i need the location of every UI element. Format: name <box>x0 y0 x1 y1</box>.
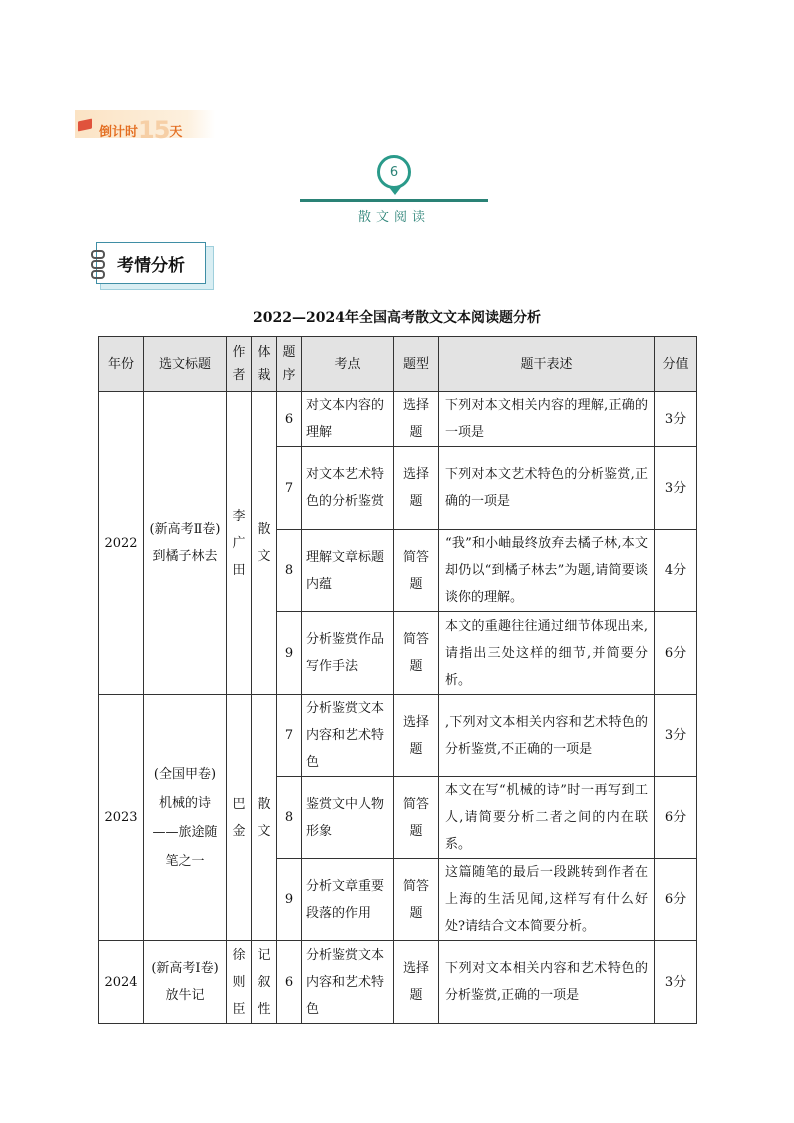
description-cell: 这篇随笔的最后一段跳转到作者在上海的生活见闻,这样写有什么好处?请结合文本简要分析。 <box>439 859 655 941</box>
point-cell: 对文本艺术特色的分析鉴赏 <box>302 447 394 530</box>
title-cell: (全国甲卷)机械的诗——旅途随笔之一 <box>144 695 227 941</box>
description-cell: ,下列对文本相关内容和艺术特色的分析鉴赏,不正确的一项是 <box>439 695 655 777</box>
author-cell: 徐则臣 <box>227 941 252 1024</box>
type-cell: 选择题 <box>394 695 439 777</box>
score-cell: 3分 <box>655 392 697 447</box>
header-author: 作者 <box>227 337 252 392</box>
genre-cell: 记叙性 <box>252 941 277 1024</box>
section-title: 散文阅读 <box>357 210 430 225</box>
point-cell: 对文本内容的理解 <box>302 392 394 447</box>
analysis-heading <box>96 242 206 284</box>
table-row <box>99 695 697 777</box>
binder-ring-icon <box>91 260 105 269</box>
binder-ring-icon <box>91 270 105 279</box>
author-cell: 李广田 <box>227 392 252 695</box>
type-cell: 选择题 <box>394 447 439 530</box>
header-genre: 体裁 <box>252 337 277 392</box>
score-cell: 4分 <box>655 530 697 612</box>
countdown-number: 15 <box>138 116 170 144</box>
type-cell: 简答题 <box>394 530 439 612</box>
binder-ring-icon <box>91 250 105 259</box>
type-cell: 选择题 <box>394 941 439 1024</box>
point-cell: 分析鉴赏文本内容和艺术特色 <box>302 941 394 1024</box>
description-cell: 下列对文本相关内容和艺术特色的分析鉴赏,正确的一项是 <box>439 941 655 1024</box>
point-cell: 鉴赏文中人物形象 <box>302 777 394 859</box>
header-description: 题干表述 <box>439 337 655 392</box>
score-cell: 3分 <box>655 695 697 777</box>
genre-cell: 散文 <box>252 392 277 695</box>
type-cell: 选择题 <box>394 392 439 447</box>
table-header-row <box>99 337 697 392</box>
section-number: 6 <box>389 164 399 180</box>
header-point: 考点 <box>302 337 394 392</box>
score-cell: 6分 <box>655 777 697 859</box>
header-year: 年份 <box>99 337 144 392</box>
number-cell: 9 <box>277 612 302 695</box>
table-row <box>99 941 697 1024</box>
genre-cell: 散文 <box>252 695 277 941</box>
description-cell: “我”和小岫最终放弃去橘子林,本文却仍以“到橘子林去”为题,请简要谈谈你的理解。 <box>439 530 655 612</box>
table-row <box>99 392 697 447</box>
description-cell: 本文在写“机械的诗”时一再写到工人,请简要分析二者之间的内在联系。 <box>439 777 655 859</box>
point-cell: 分析文章重要段落的作用 <box>302 859 394 941</box>
number-cell: 9 <box>277 859 302 941</box>
number-cell: 8 <box>277 777 302 859</box>
countdown-banner <box>75 110 215 144</box>
number-cell: 8 <box>277 530 302 612</box>
author-cell: 巴金 <box>227 695 252 941</box>
point-cell: 理解文章标题内蕴 <box>302 530 394 612</box>
point-cell: 分析鉴赏作品写作手法 <box>302 612 394 695</box>
year-cell: 2024 <box>99 941 144 1024</box>
score-cell: 6分 <box>655 612 697 695</box>
year-cell: 2023 <box>99 695 144 941</box>
number-cell: 7 <box>277 447 302 530</box>
score-cell: 3分 <box>655 941 697 1024</box>
exam-analysis-table <box>98 336 697 1024</box>
table-title: 2022—2024年全国高考散文文本阅读题分析 <box>253 310 541 326</box>
description-cell: 下列对本文艺术特色的分析鉴赏,正确的一项是 <box>439 447 655 530</box>
section-number-badge <box>377 155 411 189</box>
number-cell: 6 <box>277 392 302 447</box>
description-cell: 下列对本文相关内容的理解,正确的一项是 <box>439 392 655 447</box>
type-cell: 简答题 <box>394 777 439 859</box>
point-cell: 分析鉴赏文本内容和艺术特色 <box>302 695 394 777</box>
section-divider <box>300 199 488 202</box>
number-cell: 7 <box>277 695 302 777</box>
flag-icon <box>78 119 92 132</box>
description-cell: 本文的重趣往往通过细节体现出来,请指出三处这样的细节,并简要分析。 <box>439 612 655 695</box>
type-cell: 简答题 <box>394 612 439 695</box>
type-cell: 简答题 <box>394 859 439 941</box>
score-cell: 3分 <box>655 447 697 530</box>
title-cell: (新高考Ⅱ卷)到橘子林去 <box>144 392 227 695</box>
badge-pointer-icon <box>388 186 402 195</box>
analysis-heading-text: 考情分析 <box>117 255 185 276</box>
title-cell: (新高考Ⅰ卷)放牛记 <box>144 941 227 1024</box>
header-number: 题序 <box>277 337 302 392</box>
countdown-suffix: 天 <box>169 125 183 140</box>
score-cell: 6分 <box>655 859 697 941</box>
header-title: 选文标题 <box>144 337 227 392</box>
header-type: 题型 <box>394 337 439 392</box>
countdown-prefix: 倒计时 <box>99 125 139 140</box>
header-score: 分值 <box>655 337 697 392</box>
year-cell: 2022 <box>99 392 144 695</box>
number-cell: 6 <box>277 941 302 1024</box>
